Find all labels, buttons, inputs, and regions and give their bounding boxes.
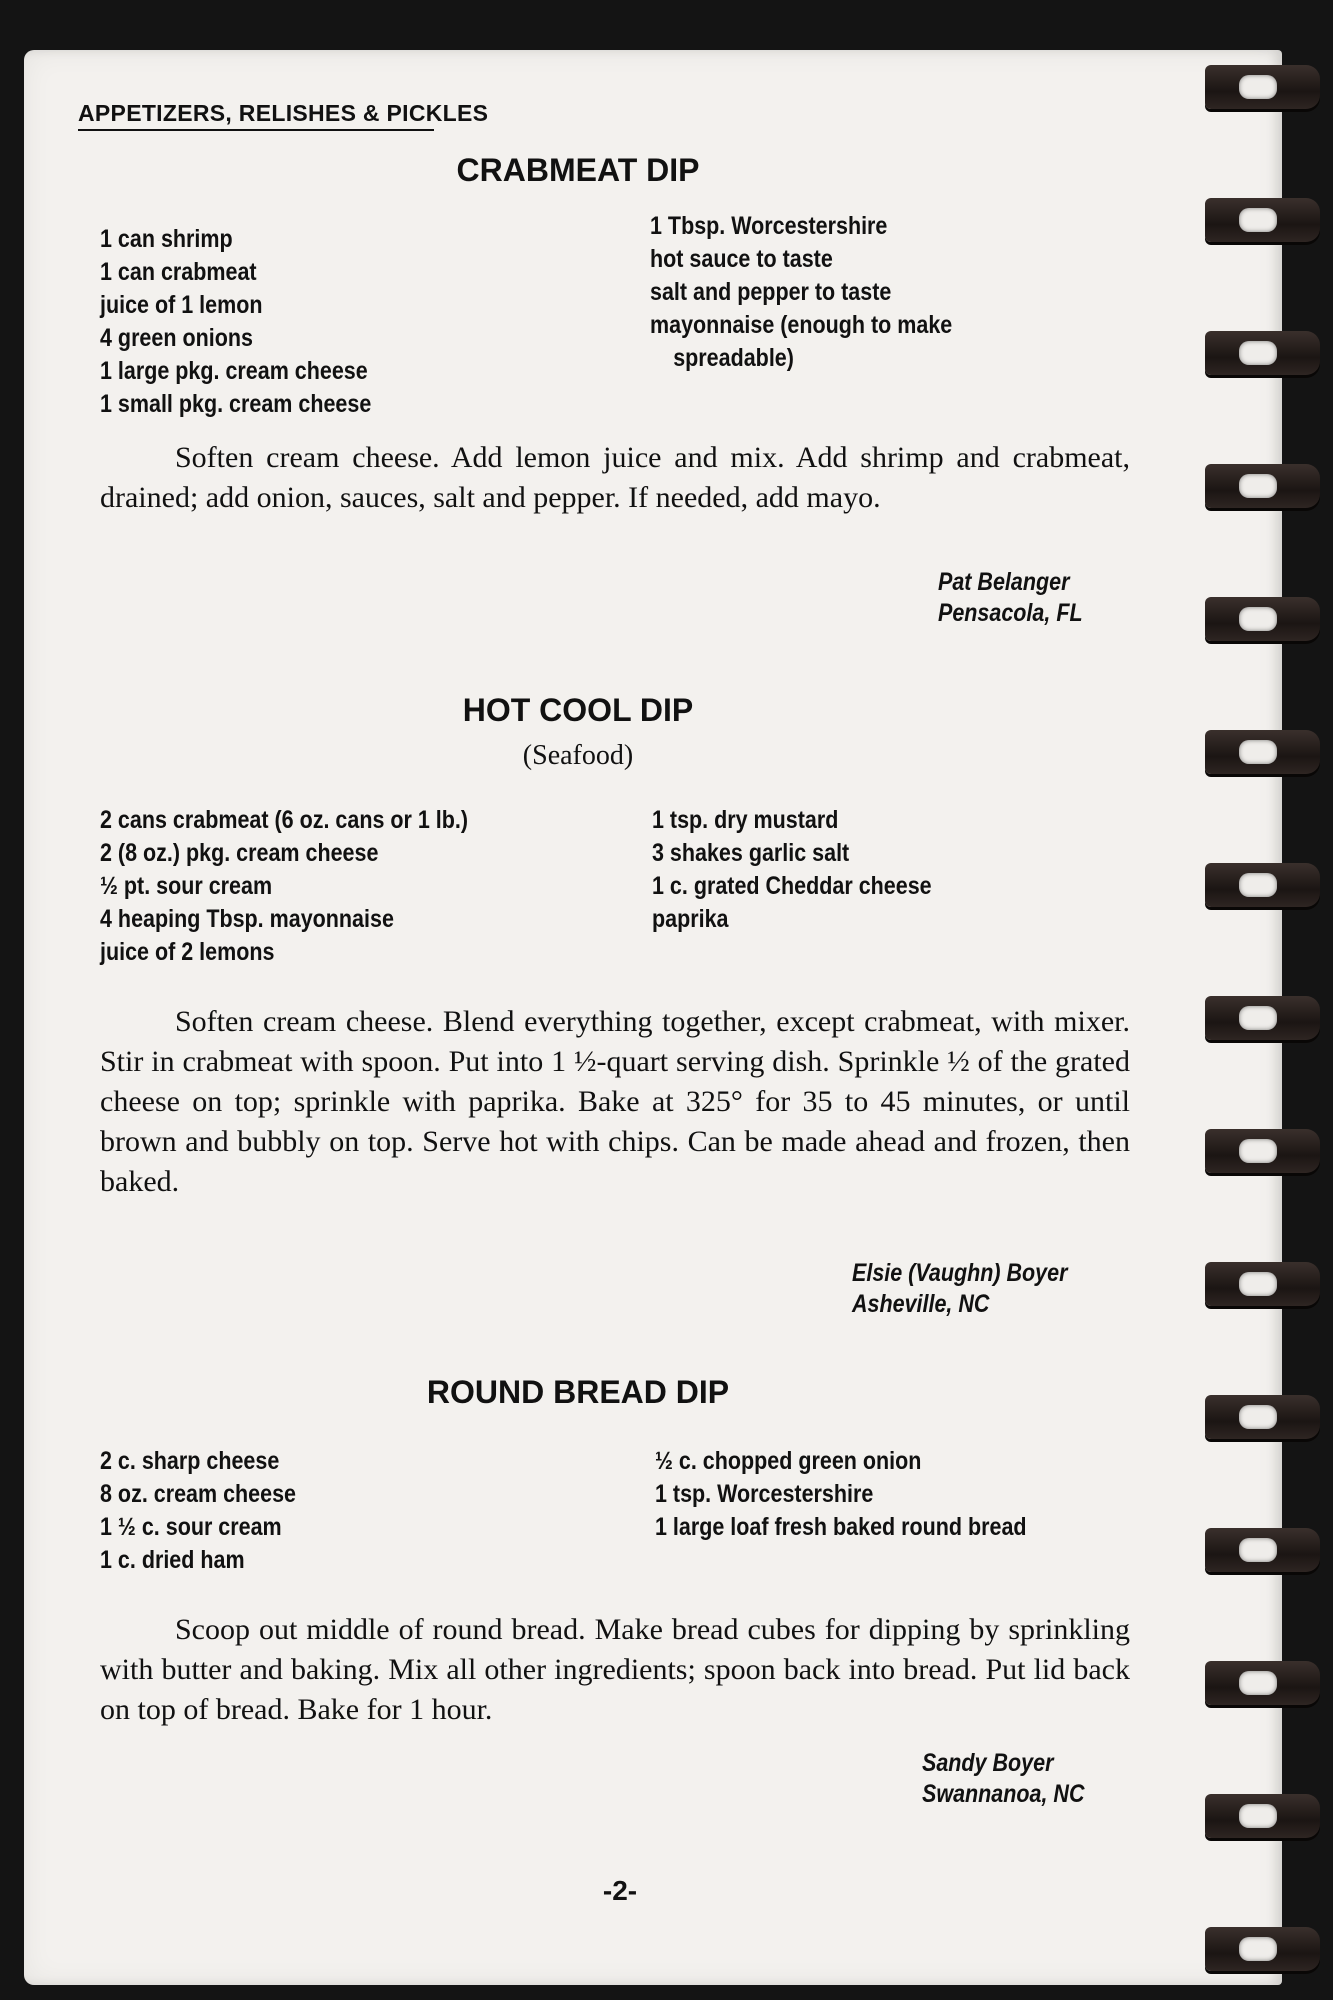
instructions-hot-cool-dip: Soften cream cheese. Blend everything together, except crabmeat, with mixer. Stir in crabmeat with spoon. Put into 1 ½-quart serving dish. Sprinkle ½ of the grated cheese on top; sprinkle with paprika. Bake at 325° for 35 to 45 minutes, or until brown and bubbly on top. Serve hot with chips. Can be made ahead and frozen, then baked. [100, 1005, 1130, 1198]
ingredient-item: spreadable) [673, 344, 794, 372]
binding-ring [1205, 1129, 1320, 1173]
ingredient-item: hot sauce to taste [650, 245, 833, 273]
binding-ring [1205, 1927, 1320, 1971]
ingredient-item: paprika [652, 905, 729, 933]
ingredient-item: 2 c. sharp cheese [100, 1447, 280, 1475]
binding-ring [1205, 996, 1320, 1040]
contributor-location: Pensacola, FL [938, 599, 1083, 627]
contributor-crabmeat-dip [938, 567, 1083, 629]
ingredient-item: 1 can shrimp [100, 225, 233, 253]
binding-ring [1205, 1395, 1320, 1439]
binding-ring [1205, 597, 1320, 641]
ingredient-item: 3 shakes garlic salt [652, 839, 850, 867]
binding-ring [1205, 198, 1320, 242]
ingredient-item: juice of 1 lemon [100, 291, 263, 319]
ingredient-item: 1 Tbsp. Worcestershire [650, 212, 888, 240]
page-number: -2- [602, 1875, 638, 1906]
recipe-title-hot-cool-dip: HOT COOL DIP [462, 692, 694, 728]
binding-ring [1205, 464, 1320, 508]
ingredients-right-hot-cool-dip [652, 804, 932, 936]
ingredient-item: salt and pepper to taste [650, 278, 892, 306]
ingredient-item: 1 tsp. dry mustard [652, 806, 839, 834]
ingredient-item: mayonnaise (enough to make [650, 311, 953, 339]
instructions-round-bread-dip: Scoop out middle of round bread. Make bread cubes for dipping by sprinkling with butter and baking. Mix all other ingredients; spoon back into bread. Put lid back on top of bread. Bake for 1 hour. [100, 1613, 1130, 1726]
contributor-name: Elsie (Vaughn) Boyer [852, 1259, 1068, 1287]
contributor-round-bread-dip [922, 1748, 1084, 1810]
ingredient-item: 1 c. grated Cheddar cheese [652, 872, 932, 900]
contributor-location: Asheville, NC [852, 1290, 990, 1318]
binding-ring [1205, 1661, 1320, 1705]
ingredient-item: 1 tsp. Worcestershire [655, 1480, 874, 1508]
binding-ring [1205, 1528, 1320, 1572]
spiral-binding [1195, 50, 1333, 1985]
ingredient-item: 4 heaping Tbsp. mayonnaise [100, 905, 394, 933]
ingredient-item: 1 large pkg. cream cheese [100, 357, 368, 385]
contributor-name: Sandy Boyer [922, 1749, 1054, 1777]
ingredients-left-round-bread-dip [100, 1445, 296, 1577]
binding-ring [1205, 863, 1320, 907]
recipe-title-crabmeat-dip: CRABMEAT DIP [456, 152, 700, 188]
ingredient-item: 1 large loaf fresh baked round bread [655, 1513, 1027, 1541]
binding-ring [1205, 1262, 1320, 1306]
ingredients-right-crabmeat-dip [650, 210, 952, 375]
recipe-title-round-bread-dip: ROUND BREAD DIP [426, 1374, 730, 1410]
section-header-rule [78, 129, 434, 131]
section-header: APPETIZERS, RELISHES & PICKLES [78, 100, 489, 126]
ingredients-left-crabmeat-dip [100, 223, 371, 421]
ingredient-item: 1 c. dried ham [100, 1546, 245, 1574]
binding-ring [1205, 65, 1320, 109]
contributor-name: Pat Belanger [938, 568, 1070, 596]
binding-ring [1205, 730, 1320, 774]
ingredient-item: ½ c. chopped green onion [655, 1447, 922, 1475]
ingredient-item: 2 cans crabmeat (6 oz. cans or 1 lb.) [100, 806, 469, 834]
ingredient-item: 4 green onions [100, 324, 253, 352]
ingredients-left-hot-cool-dip [100, 804, 468, 969]
ingredients-right-round-bread-dip [655, 1445, 1027, 1544]
binding-ring [1205, 331, 1320, 375]
recipe-subtitle-hot-cool-dip: (Seafood) [522, 740, 634, 771]
ingredient-item: 1 ½ c. sour cream [100, 1513, 282, 1541]
ingredient-item: 2 (8 oz.) pkg. cream cheese [100, 839, 379, 867]
binding-ring [1205, 1794, 1320, 1838]
contributor-hot-cool-dip [852, 1258, 1067, 1320]
instructions-crabmeat-dip: Soften cream cheese. Add lemon juice and mix. Add shrimp and crabmeat, drained; add onion, sauces, salt and pepper. If needed, add mayo. [100, 441, 1130, 514]
ingredient-item: 1 can crabmeat [100, 258, 257, 286]
ingredient-item: 8 oz. cream cheese [100, 1480, 297, 1508]
ingredient-item: juice of 2 lemons [100, 938, 275, 966]
ingredient-item: 1 small pkg. cream cheese [100, 390, 372, 418]
contributor-location: Swannanoa, NC [922, 1780, 1085, 1808]
ingredient-item: ½ pt. sour cream [100, 872, 273, 900]
